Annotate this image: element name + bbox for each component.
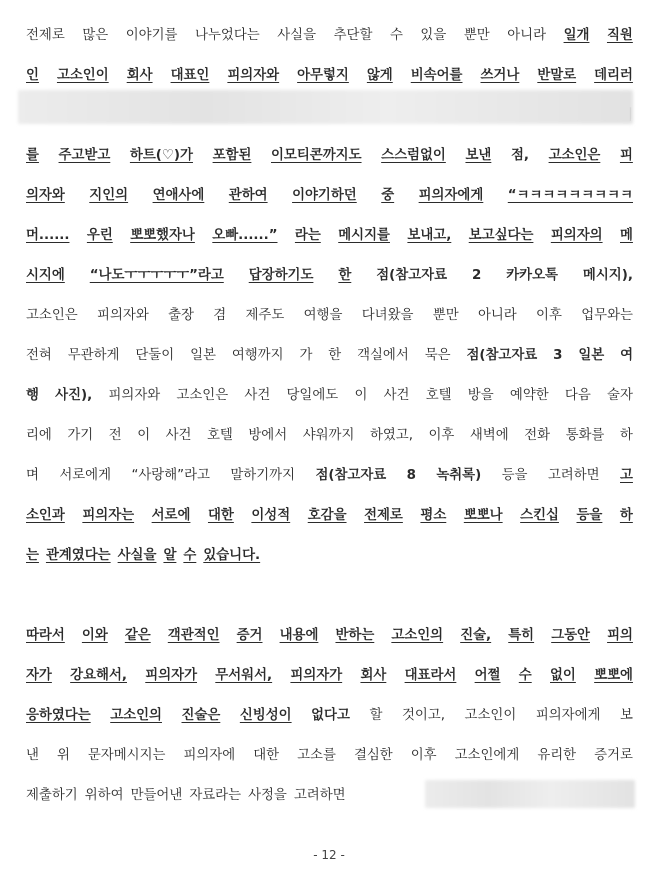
word: 피의자에게 — [535, 708, 601, 723]
word: 고소인은 — [26, 308, 78, 323]
word: 아니라 — [507, 28, 547, 43]
text-line — [26, 344, 633, 368]
word: 하였고, — [369, 428, 413, 443]
word: “ㅋㅋㅋㅋㅋㅋㅋㅋㅋ — [507, 188, 633, 203]
text-line — [26, 264, 633, 288]
word: 가기 — [67, 428, 94, 443]
word: 일본 — [578, 348, 605, 363]
word: 여행을 — [303, 308, 343, 323]
word: 인 — [26, 68, 39, 83]
word: 방에서 — [248, 428, 288, 443]
word: 따라서 — [26, 628, 65, 643]
word: 직원 — [606, 28, 633, 43]
word: 그동안 — [551, 628, 590, 643]
word: 피의자와 — [108, 388, 161, 403]
word: 출장 — [168, 308, 194, 323]
word: 사정을 — [248, 788, 287, 803]
word: 샤워까지 — [302, 428, 355, 443]
word: 제출하기 — [26, 788, 78, 803]
text-line — [26, 744, 633, 768]
word: 있을 — [420, 28, 447, 43]
text-line — [26, 304, 633, 328]
word: 많은 — [82, 28, 109, 43]
word: 피 — [619, 148, 633, 163]
word: 를 — [26, 148, 39, 163]
word: 어쩔 — [474, 668, 501, 683]
word: 묵은 — [424, 348, 451, 363]
word: 다음 — [564, 388, 591, 403]
word: 않게 — [366, 68, 393, 83]
word: 무관하게 — [67, 348, 120, 363]
word: 고소인에게 — [454, 748, 520, 763]
word: 이후 — [536, 308, 562, 323]
word: 뿐만 — [463, 28, 490, 43]
word: 메 — [620, 228, 633, 243]
word: 술자 — [607, 388, 633, 403]
word: 사건 — [165, 428, 192, 443]
word: 응하였다는 — [26, 708, 91, 723]
word: 등을 — [501, 468, 528, 483]
word: 회사 — [126, 68, 153, 83]
word: 하 — [619, 428, 633, 443]
word: 연애사에 — [152, 188, 205, 203]
text-line — [26, 544, 633, 568]
word: 사실을 — [277, 28, 317, 43]
word: “사랑해”라고 — [131, 468, 210, 483]
word: 관계였다는 — [45, 548, 111, 563]
word: 피의자가 — [145, 668, 198, 683]
word: 결심한 — [353, 748, 393, 763]
text-line — [26, 624, 633, 648]
word: 전제로 — [26, 28, 65, 43]
word: 주고받고 — [58, 148, 111, 163]
word: 피의자에게 — [418, 188, 484, 203]
word: 있습니다. — [203, 548, 261, 563]
word: 뽀뽀에 — [594, 668, 633, 683]
word: 녹취록) — [436, 468, 482, 483]
word: 대한 — [253, 748, 280, 763]
word: 한 — [338, 268, 352, 283]
word: 증거로 — [594, 748, 633, 763]
word: 사건 — [383, 388, 410, 403]
word: 보 — [620, 708, 633, 723]
word: 고 — [620, 468, 633, 483]
page-number: - 12 - — [313, 848, 345, 862]
word: 점(참고자료 — [466, 348, 538, 363]
word: 데리러 — [594, 68, 633, 83]
word: 하 — [619, 508, 633, 523]
redacted-block-2 — [425, 780, 635, 808]
word: 위 — [56, 748, 70, 763]
text-line — [26, 224, 633, 248]
word: 8 — [406, 468, 416, 483]
word: 낸 — [26, 748, 39, 763]
word: 점(참고자료 — [376, 268, 448, 283]
word: 수 — [183, 548, 197, 563]
word: 서로에게 — [59, 468, 112, 483]
text-line — [26, 464, 633, 488]
word: 일개 — [563, 28, 590, 43]
text-line — [26, 24, 633, 48]
word: 다녀왔을 — [361, 308, 414, 323]
word: 전제로 — [364, 508, 403, 523]
word: 사건 — [244, 388, 271, 403]
word: 새벽에 — [469, 428, 509, 443]
word: 우린 — [86, 228, 113, 243]
word: 만들어낸 — [130, 788, 183, 803]
word: 강요해서, — [70, 668, 127, 683]
word: 증거 — [236, 628, 263, 643]
word: 문자메시지는 — [87, 748, 166, 763]
word: 행 — [26, 388, 39, 403]
word: 수 — [518, 668, 532, 683]
word: 무서워서, — [215, 668, 273, 683]
word: 이야기를 — [125, 28, 178, 43]
word: 진술은 — [181, 708, 221, 723]
word: 전혀 — [26, 348, 52, 363]
text-line — [26, 144, 633, 168]
word: 아니라 — [477, 308, 517, 323]
text-line — [26, 384, 633, 408]
word: 추단할 — [333, 28, 373, 43]
word: 답장하기도 — [248, 268, 314, 283]
word: 여 — [620, 348, 633, 363]
word: 쓰거나 — [480, 68, 520, 83]
word: 통화를 — [565, 428, 605, 443]
word: 스킨십 — [520, 508, 559, 523]
word: 오빠......” — [212, 228, 278, 243]
word: 알 — [163, 548, 177, 563]
word: 대표라서 — [404, 668, 457, 683]
word: 대표인 — [170, 68, 210, 83]
word: 는 — [26, 548, 39, 563]
word: 전 — [108, 428, 122, 443]
word: 지인의 — [89, 188, 129, 203]
word: 머...... — [26, 228, 70, 243]
text-line — [26, 424, 633, 448]
text-line — [26, 64, 633, 88]
word: 말하기까지 — [230, 468, 296, 483]
word: 고려하면 — [547, 468, 600, 483]
word: 피의 — [607, 628, 633, 643]
word: 특히 — [508, 628, 535, 643]
text-line — [26, 184, 633, 208]
redacted-block-1 — [18, 90, 633, 124]
word: 피의자는 — [82, 508, 135, 523]
word: 고소인은 — [176, 388, 229, 403]
word: 나누었다는 — [195, 28, 260, 43]
word: 메시지를 — [338, 228, 390, 243]
word: 회사 — [360, 668, 387, 683]
word: 단둘이 — [135, 348, 175, 363]
word: 예약한 — [509, 388, 549, 403]
word: 대한 — [207, 508, 234, 523]
word: 서로에 — [151, 508, 191, 523]
word: 이야기하던 — [292, 188, 357, 203]
text-line — [26, 664, 633, 688]
word: 라는 — [294, 228, 321, 243]
word: 관하여 — [228, 188, 268, 203]
word: 고소인의 — [110, 708, 162, 723]
word: 반말로 — [537, 68, 577, 83]
word: 겸 — [213, 308, 227, 323]
word: 한 — [328, 348, 342, 363]
word: 고려하면 — [293, 788, 346, 803]
word: 없다고 — [311, 708, 350, 723]
word: 일본 — [190, 348, 216, 363]
word: 사실을 — [117, 548, 157, 563]
word: 스스럼없이 — [381, 148, 446, 163]
word: 아무렇지 — [297, 68, 349, 83]
word: 진술, — [460, 628, 492, 643]
word: 리에 — [26, 428, 52, 443]
word: 할 — [369, 708, 383, 723]
word: 것이고, — [401, 708, 445, 723]
word: 유리한 — [537, 748, 577, 763]
word: 뿐만 — [432, 308, 459, 323]
text-line — [26, 504, 633, 528]
word: 객관적인 — [167, 628, 220, 643]
word: 뽀뽀나 — [463, 508, 503, 523]
word: 사진), — [55, 388, 93, 403]
word: 이후 — [410, 748, 437, 763]
word: 이모티콘까지도 — [271, 148, 362, 163]
word: 고소인이 — [56, 68, 109, 83]
text-line — [26, 704, 633, 728]
word: 없이 — [550, 668, 576, 683]
word: 중 — [381, 188, 395, 203]
word: 보내고, — [407, 228, 452, 243]
word: 이성적 — [251, 508, 291, 523]
word: 등을 — [576, 508, 603, 523]
word: 객실에서 — [357, 348, 409, 363]
word: 호감을 — [307, 508, 347, 523]
word: 방을 — [467, 388, 494, 403]
word: 뽀뽀했자나 — [130, 228, 195, 243]
word: 가 — [299, 348, 313, 363]
word: 이 — [137, 428, 151, 443]
word: 여행까지 — [231, 348, 284, 363]
word: 2 — [471, 268, 482, 283]
word: 호텔 — [207, 428, 233, 443]
word: 이 — [354, 388, 368, 403]
word: 자료라는 — [189, 788, 242, 803]
word: “나도ㅜㅜㅜㅜㅜ”라고 — [89, 268, 224, 283]
word: 평소 — [420, 508, 447, 523]
word: 내용에 — [279, 628, 319, 643]
word: 반하는 — [335, 628, 375, 643]
word: 하트(♡)가 — [129, 148, 193, 163]
word: 제주도 — [245, 308, 285, 323]
word: 점(참고자료 — [315, 468, 387, 483]
word: 전화 — [524, 428, 551, 443]
word: 시지에 — [26, 268, 65, 283]
word: 피의자에 — [183, 748, 236, 763]
word: 피의자와 — [97, 308, 149, 323]
word: 소인과 — [26, 508, 65, 523]
word: 피의자와 — [227, 68, 280, 83]
word: 점, — [510, 148, 529, 163]
word: 위하여 — [84, 788, 124, 803]
word: 카카오톡 — [506, 268, 558, 283]
word: 자가 — [26, 668, 52, 683]
word: 고소인이 — [464, 708, 517, 723]
word: 고소인은 — [548, 148, 601, 163]
word: 신빙성이 — [239, 708, 292, 723]
word: 며 — [26, 468, 39, 483]
word: 비속어를 — [410, 68, 463, 83]
word: 같은 — [124, 628, 151, 643]
word: 포함된 — [212, 148, 252, 163]
word: 수 — [389, 28, 403, 43]
word: 이와 — [81, 628, 108, 643]
word: 메시지), — [582, 268, 633, 283]
word: 3 — [553, 348, 563, 363]
word: 고소인의 — [391, 628, 444, 643]
word: 당일에도 — [286, 388, 339, 403]
word: 고소를 — [297, 748, 336, 763]
word: 호텔 — [425, 388, 452, 403]
word: 보고싶다는 — [468, 228, 534, 243]
word: 의자와 — [26, 188, 65, 203]
word: 보낸 — [465, 148, 492, 163]
word: 피의자가 — [290, 668, 343, 683]
word: 피의자의 — [550, 228, 603, 243]
word: 이후 — [428, 428, 455, 443]
word: 업무와는 — [581, 308, 633, 323]
